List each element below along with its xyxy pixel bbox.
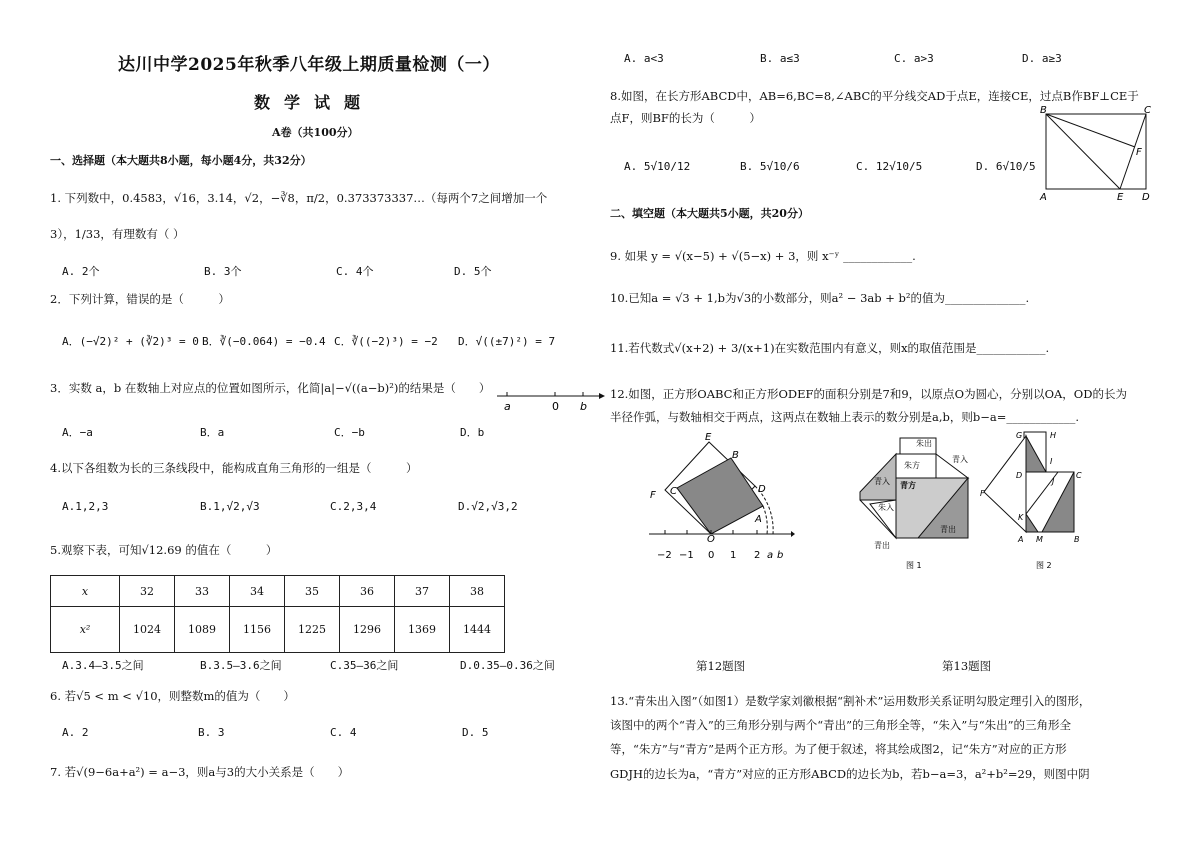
table-row [51, 576, 505, 607]
q3-option-d: D．b [460, 426, 485, 439]
table-head-x2: x² [51, 607, 120, 653]
question-13-line4: GDJH的边长为a，“青方”对应的正方形ABCD的边长为b，若b−a=3，a²+b²=29，则图中阴 [610, 767, 1090, 781]
q2-option-d: D．√((±7)²) = 7 [458, 335, 556, 348]
q6-option-d: D. 5 [462, 726, 489, 739]
svg-text:1: 1 [730, 550, 737, 561]
svg-text:a: a [767, 550, 774, 561]
table-cell: 1024 [120, 607, 175, 653]
question-9: 9. 如果 y = √(x−5) + √(5−x) + 3，则 x⁻ʸ ____________. [610, 249, 916, 263]
q4-option-c: C.2,3,4 [330, 500, 377, 513]
question-1-line1: 1. 下列数中，0.4583，√16，3.14，√2，−∛8，π/2，0.373373337…（每两个7之间增加一个 [50, 191, 548, 205]
svg-text:E: E [705, 432, 712, 443]
question-12-line1: 12.如图，正方形OABC和正方形ODEF的面积分别是7和9，以原点O为圆心，分别以OA，OD的长为 [610, 387, 1127, 401]
question-6: 6. 若√5 < m < √10，则整数m的值为（ ） [50, 689, 295, 703]
squares-table [50, 575, 505, 653]
svg-text:D: D [1016, 471, 1023, 480]
question-4: 4.以下各组数为长的三条线段中，能构成直角三角形的一组是（ ） [50, 461, 418, 475]
question-10: 10.已知a = √3 + 1,b为√3的小数部分，则a² − 3ab + b²的值为______________. [610, 291, 1030, 305]
q3-option-b: B．a [200, 426, 225, 439]
svg-text:D: D [1142, 192, 1150, 203]
q5-option-c: C.35—36之间 [330, 659, 399, 672]
svg-text:图 1: 图 1 [906, 561, 922, 570]
q7-option-b: B. a≤3 [760, 52, 800, 65]
question-13-line3: 等，“朱方”与“青方”是两个正方形。为了便于叙述，将其绘成图2，记“朱方”对应的正方形 [610, 742, 1067, 756]
question-5: 5.观察下表，可知√12.69 的值在（ ） [50, 543, 278, 557]
q5-option-b: B.3.5—3.6之间 [200, 659, 282, 672]
axis-label-a: a [504, 400, 511, 413]
q8-option-a: A. 5√10/12 [624, 160, 691, 173]
q5-option-a: A.3.4—3.5之间 [62, 659, 144, 672]
q8-option-c: C. 12√10/5 [856, 160, 923, 173]
question-13-line2: 该图中的两个“青入”的三角形分别与两个“青出”的三角形全等，“朱入”与“朱出”的三角形全 [610, 718, 1072, 732]
caption-q12: 第12题图 [696, 659, 746, 673]
svg-text:−2: −2 [657, 550, 672, 561]
q3-option-a: A．−a [62, 426, 93, 439]
q8-rectangle-figure [1036, 104, 1156, 204]
q8-option-b: B. 5√10/6 [740, 160, 800, 173]
volume-label: A卷（共100分） [272, 126, 359, 139]
svg-text:D: D [758, 484, 766, 495]
q4-option-b: B.1,√2,√3 [200, 500, 260, 513]
svg-text:0: 0 [708, 550, 715, 561]
svg-text:C: C [1076, 471, 1082, 480]
table-cell: 1369 [395, 607, 450, 653]
q13-figure-1 [856, 432, 976, 572]
q12-squares-figure [645, 430, 795, 565]
page-subtitle: 数学试题 [254, 93, 375, 112]
q4-option-a: A.1,2,3 [62, 500, 109, 513]
table-cell: 36 [340, 576, 395, 607]
svg-text:−1: −1 [679, 550, 694, 561]
svg-text:B: B [732, 450, 739, 461]
table-cell: 35 [285, 576, 340, 607]
page-title: 达川中学2025年秋季八年级上期质量检测（一） [118, 55, 500, 75]
caption-q13: 第13题图 [942, 659, 992, 673]
svg-text:b: b [777, 550, 784, 561]
svg-text:G: G [1016, 431, 1023, 440]
svg-text:朱入: 朱入 [878, 503, 894, 512]
q7-option-d: D. a≥3 [1022, 52, 1062, 65]
table-cell: 38 [450, 576, 505, 607]
question-2: 2．下列计算，错误的是（ ） [50, 292, 230, 306]
svg-text:F: F [980, 489, 985, 498]
q13-figure-2 [980, 426, 1090, 572]
question-8-line1: 8.如图，在长方形ABCD中，AB=6,BC=8,∠ABC的平分线交AD于点E，连接CE，过点B作BF⊥CE于 [610, 89, 1139, 103]
section-heading-2: 二、填空题（本大题共5小题，共20分） [610, 207, 809, 220]
svg-text:I: I [1050, 457, 1053, 466]
axis-label-0: 0 [552, 400, 559, 413]
svg-text:H: H [1050, 431, 1057, 440]
svg-text:青方: 青方 [900, 481, 916, 490]
svg-text:青入: 青入 [874, 477, 890, 486]
q1-option-c: C. 4个 [336, 265, 374, 278]
table-cell: 1156 [230, 607, 285, 653]
table-cell: 32 [120, 576, 175, 607]
svg-text:A: A [1018, 535, 1024, 544]
svg-text:青入: 青入 [952, 455, 968, 464]
q8-option-d: D. 6√10/5 [976, 160, 1036, 173]
q7-option-c: C. a>3 [894, 52, 934, 65]
q3-number-line [495, 388, 605, 416]
table-cell: 37 [395, 576, 450, 607]
svg-text:E: E [1117, 192, 1124, 203]
q6-option-c: C. 4 [330, 726, 357, 739]
svg-text:2: 2 [754, 550, 761, 561]
q6-option-a: A. 2 [62, 726, 89, 739]
table-head-x: x [51, 576, 120, 607]
q4-option-d: D.√2,√3,2 [458, 500, 518, 513]
question-7: 7. 若√(9−6a+a²) = a−3，则a与3的大小关系是（ ） [50, 765, 350, 779]
axis-label-b: b [580, 400, 587, 413]
svg-text:青出: 青出 [874, 541, 890, 550]
svg-text:青出: 青出 [940, 525, 956, 534]
table-cell: 1444 [450, 607, 505, 653]
q6-option-b: B. 3 [198, 726, 225, 739]
question-3: 3．实数 a，b 在数轴上对应点的位置如图所示，化简|a|−√((a−b)²)的结果是（ ） [50, 381, 491, 395]
svg-text:K: K [1018, 513, 1024, 522]
svg-text:B: B [1074, 535, 1080, 544]
svg-text:J: J [1052, 477, 1055, 486]
svg-text:A: A [755, 514, 762, 525]
svg-text:A: A [1040, 192, 1047, 203]
svg-text:B: B [1040, 105, 1047, 116]
q7-option-a: A. a<3 [624, 52, 664, 65]
svg-text:朱方: 朱方 [904, 461, 920, 470]
svg-text:O: O [707, 534, 715, 545]
q3-option-c: C．−b [334, 426, 365, 439]
table-row [51, 607, 505, 653]
svg-text:F: F [650, 490, 656, 501]
table-cell: 1225 [285, 607, 340, 653]
table-cell: 33 [175, 576, 230, 607]
section-heading: 一、选择题（本大题共8小题，每小题4分，共32分） [50, 154, 312, 167]
q2-option-b: B．∛(−0.064) = −0.4 [202, 335, 326, 348]
table-cell: 1296 [340, 607, 395, 653]
table-cell: 34 [230, 576, 285, 607]
question-13-line1: 13.“青朱出入图”（如图1）是数学家刘徽根据“割补术”运用数形关系证明勾股定理引入的图形， [610, 694, 1091, 708]
svg-text:F: F [1136, 147, 1142, 158]
q2-option-c: C．∛((−2)³) = −2 [334, 335, 438, 348]
svg-text:C: C [1144, 105, 1151, 116]
question-1-line2: 3），1/33，有理数有（ ） [50, 227, 185, 241]
q2-option-a: A．(−√2)² + (∛2)³ = 0 [62, 335, 199, 348]
svg-text:C: C [670, 486, 677, 497]
svg-text:朱出: 朱出 [916, 439, 932, 448]
q5-option-d: D.0.35—0.36之间 [460, 659, 555, 672]
question-12-line2: 半径作弧，与数轴相交于两点，这两点在数轴上表示的数分别是a,b，则b−a=____________. [610, 410, 1080, 424]
question-11: 11.若代数式√(x+2) + 3/(x+1)在实数范围内有意义，则x的取值范围是____________. [610, 341, 1050, 355]
table-cell: 1089 [175, 607, 230, 653]
question-8-line2: 点F，则BF的长为（ ） [610, 111, 761, 125]
q1-option-b: B. 3个 [204, 265, 242, 278]
q1-option-d: D. 5个 [454, 265, 492, 278]
svg-text:图 2: 图 2 [1036, 561, 1052, 570]
q1-option-a: A. 2个 [62, 265, 100, 278]
svg-text:M: M [1036, 535, 1043, 544]
